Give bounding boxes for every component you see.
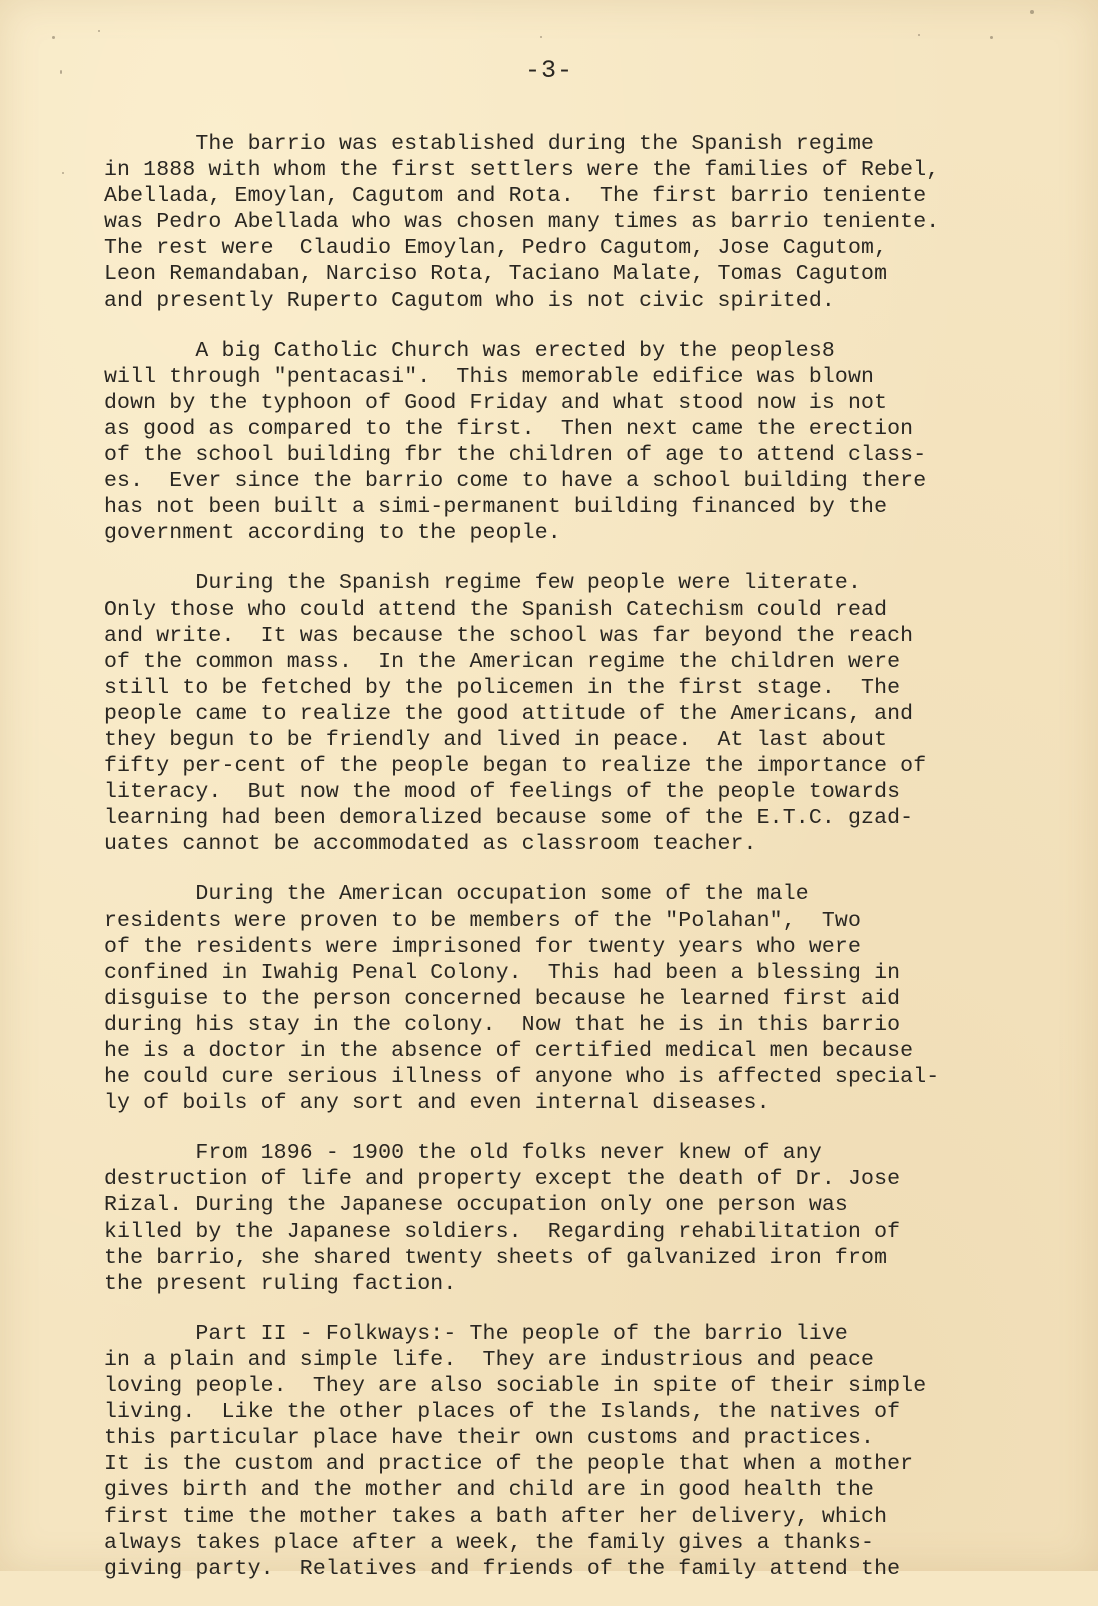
text-line: this particular place have their own customs and practices.	[104, 1426, 875, 1451]
ink-speck	[540, 36, 542, 38]
text-line: During the American occupation some of the male	[104, 882, 809, 907]
text-line: Rizal. During the Japanese occupation only one person was	[104, 1193, 848, 1218]
text-line: residents were proven to be members of the "Polahan", Two	[104, 908, 862, 933]
body-text	[104, 131, 1084, 1606]
text-line: was Pedro Abellada who was chosen many times as barrio teniente.	[104, 210, 940, 235]
text-line: of the school building fbr the children of age to attend class-	[104, 443, 927, 468]
paragraph-barrio-history	[104, 131, 1084, 314]
text-line: in a plain and simple life. They are industrious and peace	[104, 1347, 875, 1372]
text-line: confined in Iwahig Penal Colony. This had been a blessing in	[104, 960, 901, 985]
text-line: during his stay in the colony. Now that he is in this barrio	[104, 1012, 901, 1037]
text-line: always takes place after a week, the family gives a thanks-	[104, 1530, 875, 1555]
text-line: destruction of life and property except the death of Dr. Jose	[104, 1167, 901, 1192]
text-line: he could cure serious illness of anyone who is affected special-	[104, 1065, 940, 1090]
text-line: the barrio, she shared twenty sheets of galvanized iron from	[104, 1245, 888, 1270]
page-number: -3-	[524, 56, 573, 85]
text-line: During the Spanish regime few people were literate.	[104, 571, 862, 596]
text-line: down by the typhoon of Good Friday and what stood now is not	[104, 390, 888, 415]
text-line: the present ruling faction.	[104, 1271, 457, 1296]
text-line: The barrio was established during the Spanish regime	[104, 132, 875, 156]
ink-speck	[98, 30, 100, 32]
paragraph-1896-1900	[104, 1140, 1084, 1297]
text-line: uates cannot be accommodated as classroom teacher.	[104, 832, 757, 857]
text-line: gives birth and the mother and child are in good health the	[104, 1478, 875, 1503]
text-line: It is the custom and practice of the people that when a mother	[104, 1452, 914, 1477]
text-line: and presently Ruperto Cagutom who is not civic spirited.	[104, 288, 835, 313]
text-line: will through "pentacasi". This memorable edifice was blown	[104, 364, 875, 389]
text-line: A big Catholic Church was erected by the peoples8	[104, 338, 835, 363]
paragraph-church-school	[104, 338, 1084, 547]
paragraph-literacy	[104, 570, 1084, 857]
text-line: Abellada, Emoylan, Cagutom and Rota. The first barrio teniente	[104, 184, 927, 209]
text-line: Only those who could attend the Spanish Catechism could read	[104, 597, 888, 622]
text-line: of the residents were imprisoned for twenty years who were	[104, 934, 862, 959]
text-line: Leon Remandaban, Narciso Rota, Taciano Malate, Tomas Cagutom	[104, 262, 888, 287]
text-line: of the common mass. In the American regime the children were	[104, 649, 901, 674]
text-line: disguise to the person concerned because he learned first aid	[104, 986, 901, 1011]
text-line: people came to realize the good attitude of the Americans, and	[104, 701, 914, 726]
paragraph-american-occupation	[104, 881, 1084, 1116]
text-line: loving people. They are also sociable in spite of their simple	[104, 1374, 927, 1399]
ink-speck	[52, 36, 55, 39]
text-line: The rest were Claudio Emoylan, Pedro Cagutom, Jose Cagutom,	[104, 236, 888, 261]
text-line: as good as compared to the first. Then next came the erection	[104, 416, 914, 441]
ink-speck	[918, 34, 920, 36]
ink-speck	[62, 172, 64, 174]
text-line: first time the mother takes a bath after her delivery, which	[104, 1504, 888, 1529]
text-line: government according to the people.	[104, 521, 561, 546]
text-line: killed by the Japanese soldiers. Regarding rehabilitation of	[104, 1219, 901, 1244]
paragraph-folkways	[104, 1321, 1084, 1582]
text-line: giving party. Relatives and friends of the family attend the	[104, 1556, 901, 1581]
text-line: living. Like the other places of the Islands, the natives of	[104, 1400, 901, 1425]
ink-speck	[990, 36, 993, 39]
text-line: he is a doctor in the absence of certified medical men because	[104, 1039, 914, 1063]
text-line: learning had been demoralized because some of the E.T.C. gzad-	[104, 806, 914, 831]
text-line: they begun to be friendly and lived in peace. At last about	[104, 727, 888, 752]
text-line: still to be fetched by the policemen in the first stage. The	[104, 675, 901, 700]
text-line: fifty per-cent of the people began to realize the importance of	[104, 754, 927, 779]
text-line: and write. It was because the school was far beyond the reach	[104, 623, 914, 648]
text-line: has not been built a simi-permanent building financed by the	[104, 495, 888, 520]
text-line: From 1896 - 1900 the old folks never knew of any	[104, 1141, 822, 1166]
text-line: es. Ever since the barrio come to have a school building there	[104, 469, 927, 494]
text-line: in 1888 with whom the first settlers were the families of Rebel,	[104, 158, 940, 183]
text-line: literacy. But now the mood of feelings of the people towards	[104, 780, 901, 805]
ink-speck	[1030, 10, 1034, 14]
text-line: ly of boils of any sort and even internal diseases.	[104, 1091, 770, 1116]
text-line: Part II - Folkways:- The people of the barrio live	[104, 1321, 848, 1346]
